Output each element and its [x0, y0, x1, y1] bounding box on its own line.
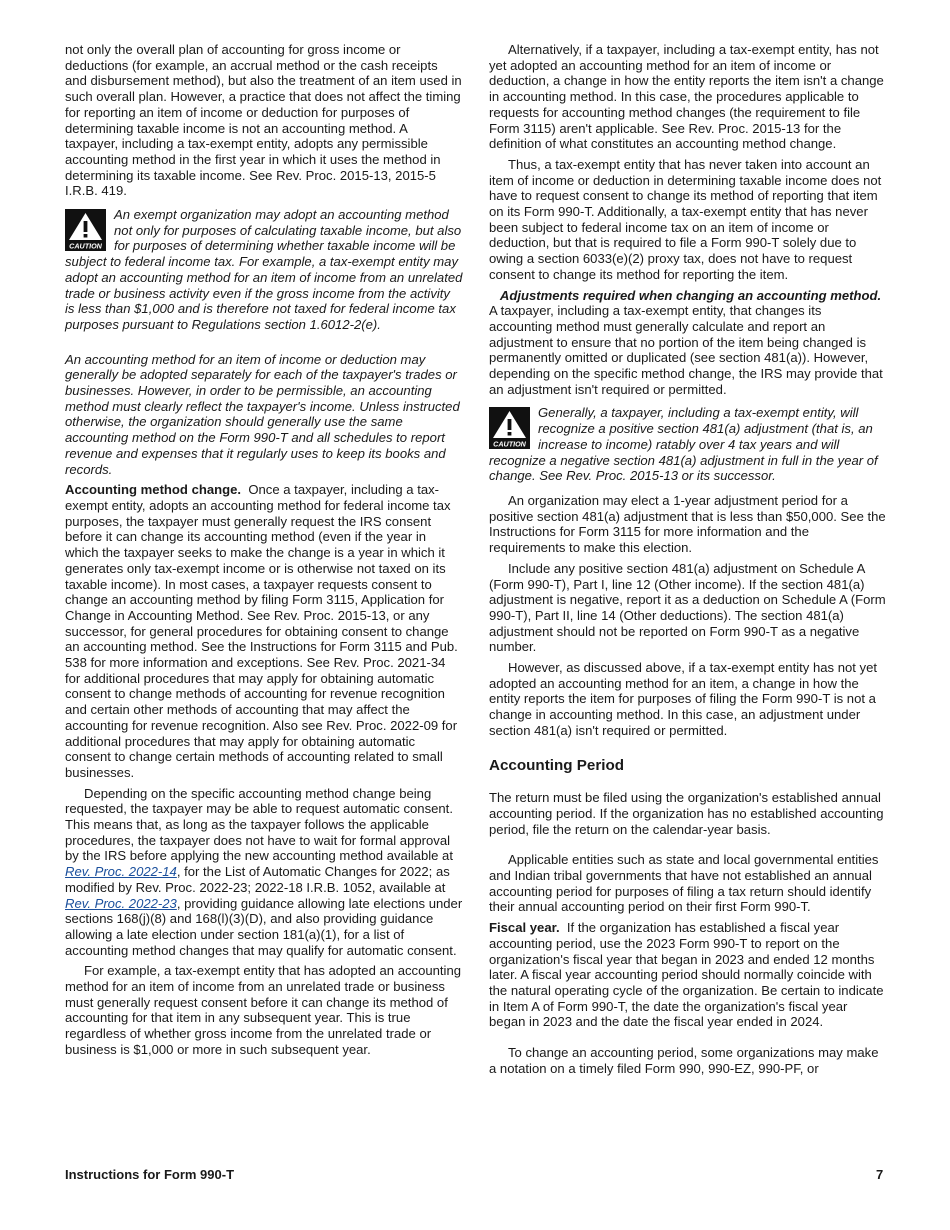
- paragraph-automatic-consent: Depending on the specific accounting method change being requested, the taxpayer may be able to request automatic consent. This means that, as long as the taxpayer follows the applicable procedures, the taxpayer does not have to wait for formal approval by the IRS before applying the new accounting method available at Rev. Proc. 2022-14, for the List of Automatic Changes for 2022; as modified by Rev. Proc. 2022-23; 2022-18 I.R.B. 1052, available at Rev. Proc. 2022-23, providing guidance allowing late elections under sections 168(j)(8) and 168(l)(3)(D), and also providing guidance allowing a late election under section 181(a)(1), for a list of accounting method changes that may qualify for automatic consent.: [65, 785, 463, 958]
- paragraph-thus: Thus, a tax-exempt entity that has never taken into account an item of income or deduction in determining taxable income does not have to request consent to change its method of reporting that item on its Form 990-T. Additionally, a tax-exempt entity that has never been subject to federal income tax on an item of income or deduction, but that is required to file a Form 990-T solely due to owing a section 6033(e)(2) proxy tax, does not have to request consent to change its method for reporting the item.: [489, 156, 882, 282]
- svg-text:CAUTION: CAUTION: [69, 241, 102, 251]
- footer-title: Instructions for Form 990-T: [65, 1167, 235, 1182]
- paragraph-accounting-method-change: Accounting method change. Once a taxpayer, including a tax-exempt entity, adopts an accounting method for federal income tax purposes, the taxpayer must generally request the IRS consent before it can change its accounting method (even if the year in which the taxpayer seeks to make the change is a year in which it generates only tax-exempt income or is otherwise not taxed on its taxable income). In most cases, a taxpayer requests consent to change an accounting method by filing Form 3115, Application for Change in Accounting Method. See Rev. Proc. 2015-13, or any successor, for general procedures for obtaining consent to change an accounting method. See the Instructions for Form 3115 and Pub. 538 for more information and exceptions. See Rev. Proc. 2021-34 for additional procedures that may apply for obtaining automatic consent to change methods of accounting for revenue recognition and certain other methods of accounting that may affect the accounting for revenue recognition. Also see Rev. Proc. 2022-09 for additional procedures that may apply for obtaining automatic consent to change certain methods of accounting related to small businesses.: [65, 482, 458, 780]
- link-rev-proc-2022-23[interactable]: Rev. Proc. 2022-23: [65, 895, 177, 911]
- left-column: [65, 42, 463, 1063]
- paragraph-elect: An organization may elect a 1-year adjustment period for a positive section 481(a) adjustment that is less than $50,000. See the Instructions for Form 3115 for more information and the requirements to make this election.: [489, 492, 886, 556]
- svg-text:CAUTION: CAUTION: [493, 439, 526, 449]
- link-rev-proc-2022-14[interactable]: Rev. Proc. 2022-14: [65, 864, 177, 880]
- paragraph-include: Include any positive section 481(a) adjustment on Schedule A (Form 990-T), Part I, line 12 (Other income). If the section 481(a) adjustment is negative, report it as a deduction on Schedule A (Form 990-T), Part II, line 14 (Other deductions). The section 481(a) adjustment should not be reported on Form 990-T as a negative number.: [489, 560, 886, 655]
- paragraph-separate-trades: An accounting method for an item of income or deduction may generally be adopted separately for each of the taxpayer's trades or businesses. However, in order to be permissible, an accounting method must clearly reflect the taxpayer's income. Unless instructed otherwise, the organization should generally use the same accounting method on the Form 990-T and all schedules to report revenue and expenses that it regularly uses to keep its books and records.: [65, 351, 460, 477]
- section-title-accounting-period: Accounting Period: [489, 756, 625, 774]
- caution-note-481a: [489, 405, 887, 484]
- paragraph-fiscal-year: Fiscal year. If the organization has established a fiscal year accounting period, use the 2023 Form 990-T to report on the organization's fiscal year that began in 2023 and ended 12 months later. A fiscal year accounting period should normally coincide with the natural operating cycle of the organization. Be certain to indicate in Item A of Form 990-T, the date the organization's fiscal year began in 2023 and the date the fiscal year ended in 2024.: [489, 920, 884, 1030]
- paragraph-example: For example, a tax-exempt entity that has adopted an accounting method for an item of income from an unrelated trade or business must generally request consent before it can change its method of accounting for that item in any subsequent year. This is true regardless of whether gross income from the unrelated trade or business is $1,000 or more in such subsequent year.: [65, 963, 462, 1057]
- paragraph-return: The return must be filed using the organization's established annual accounting period. If the organization has no established accounting period, file the return on the calendar-year basis.: [489, 790, 884, 837]
- caution-text: An exempt organization may adopt an accounting method not only for purposes of calculating taxable income, but also for purposes of determining whether taxable income will be subject to federal income tax. For example, a tax-exempt entity may adopt an accounting method for an item of income from an unrelated trade or business activity even if the gross income from the activity is less than $1,000 and is therefore not taxed for federal income tax purposes pursuant to Regulations section 1.6012-2(e).: [65, 207, 463, 332]
- paragraph-adjustments: Adjustments required when changing an accounting method. A taxpayer, including a tax-exempt entity, that changes its accounting method must generally calculate and report an adjustment to ensure that no portion of the item being changed is permanently omitted or duplicated (see section 481(a)). However, depending on the specific method change, the IRS may provide that an adjustment isn't required or permitted.: [489, 287, 883, 397]
- page-number: 7: [876, 1167, 884, 1182]
- paragraph-accounting-method-definition: not only the overall plan of accounting for gross income or deductions (for example, an accrual method or the cash receipts and disbursement method), but also the treatment of an item used in such overall plan. However, a practice that does not affect the timing for reporting an item of income or deduction for purposes of determining taxable income is not an accounting method. A taxpayer, including a tax-exempt entity, adopts any permissible accounting method in the first year in which it uses the method in determining its taxable income. See Rev. Proc. 2015-13, 2015-5 I.R.B. 419.: [65, 42, 462, 199]
- paragraph-alternatively: Alternatively, if a taxpayer, including a tax-exempt entity, has not yet adopted an accounting method for an item of income or deduction, a change in how the entity reports the item isn't a change in accounting method. In this case, the procedures applicable to requests for accounting method changes (the requirement to file Form 3115) aren't applicable. See Rev. Proc. 2015-13 for the definition of what constitutes an accounting method change.: [489, 42, 884, 152]
- right-column: [489, 42, 887, 1081]
- caution-icon: [489, 407, 530, 449]
- paragraph-to-change: To change an accounting period, some organizations may make a notation on a timely filed Form 990, 990-EZ, 990-PF, or: [489, 1045, 879, 1076]
- paragraph-however: However, as discussed above, if a tax-exempt entity has not yet adopted an accounting method for an item, a change in how the entity reports the item for purposes of filing the Form 990-T is not a change in accounting method. In this case, an adjustment under section 481(a) isn't required or permitted.: [489, 660, 877, 738]
- run-in-heading: Adjustments required when changing an accounting method.: [499, 287, 882, 303]
- caution-note-exempt-org: [65, 207, 463, 333]
- run-in-heading: Accounting method change.: [65, 482, 242, 498]
- run-in-heading: Fiscal year.: [489, 920, 560, 936]
- caution-icon: [65, 209, 106, 251]
- caution-text: Generally, a taxpayer, including a tax-exempt entity, will recognize a positive section 481(a) adjustment (that is, an increase to income) ratably over 4 tax years and will recognize a negative section 481(a) adjustment in full in the year of change. See Rev. Proc. 2015-13 or its successor.: [489, 405, 878, 484]
- paragraph-applicable-entities: Applicable entities such as state and local governmental entities and Indian tribal governments that have not established an annual accounting period for purposes of filing a tax return should identify their annual accounting period on their first Form 990-T.: [489, 852, 879, 915]
